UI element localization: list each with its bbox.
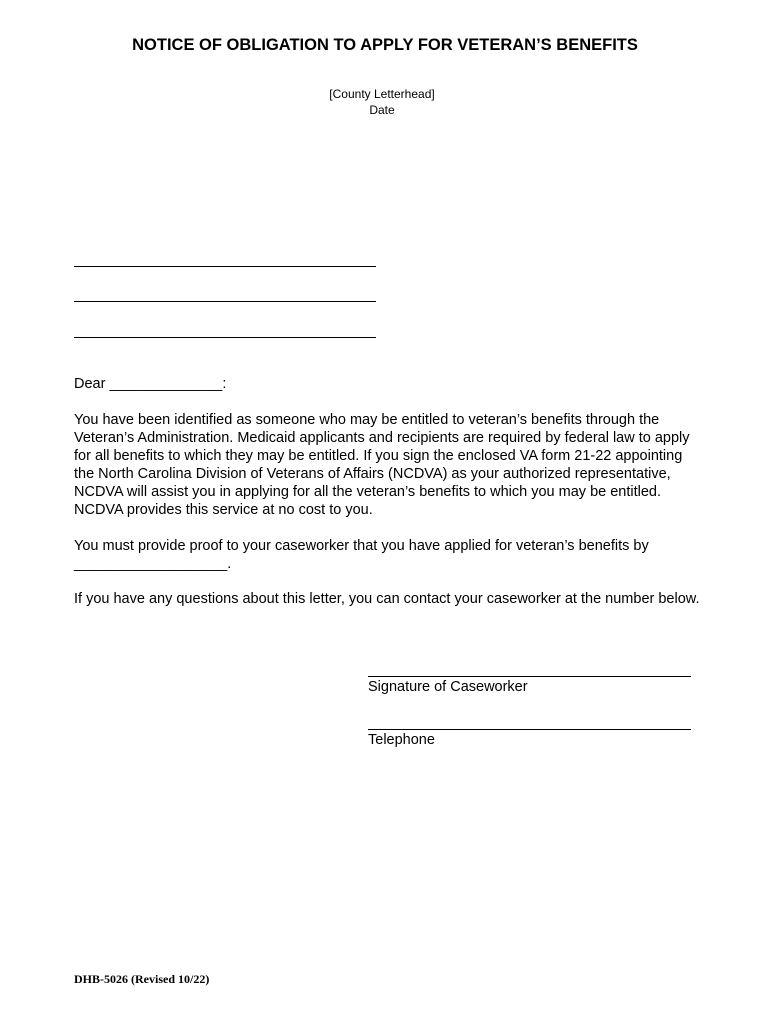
paragraph-questions: If you have any questions about this letter, you can contact your caseworker at the number below.: [74, 591, 700, 607]
document-title: NOTICE OF OBLIGATION TO APPLY FOR VETERAN’S BENEFITS: [132, 36, 638, 54]
signature-line[interactable]: [368, 676, 691, 677]
county-letterhead: [County Letterhead]: [329, 87, 435, 101]
proof-date-blank: ___________________.: [74, 556, 232, 572]
paragraph-proof-line-1: You must provide proof to your caseworker that you have applied for veteran’s benefits by: [74, 538, 649, 554]
signature-label: Signature of Caseworker: [368, 679, 528, 695]
letterhead-block: [0, 86, 764, 118]
salutation: Dear ______________:: [74, 376, 227, 392]
date-label: Date: [369, 103, 395, 117]
address-line-1[interactable]: [74, 266, 376, 267]
form-identifier: DHB-5026 (Revised 10/22): [74, 972, 210, 986]
telephone-line[interactable]: [368, 729, 691, 730]
paragraph-eligibility: You have been identified as someone who may be entitled to veteran’s benefits through the Veteran’s Administration. Medicaid applicants and recipients are required by federal law to apply for all benefits to which they may be entitled. If you sign the enclosed VA form 21-22 appointing the North Carolina Division of Veterans of Affairs (NCDVA) as your authorized representative, NCDVA will assist you in applying for all the veteran’s benefits to which you may be entitled. NCDVA provides this service at no cost to you.: [74, 412, 690, 518]
address-line-3[interactable]: [74, 337, 376, 338]
address-line-2[interactable]: [74, 301, 376, 302]
telephone-label: Telephone: [368, 732, 435, 748]
paragraph-proof: [74, 537, 714, 573]
